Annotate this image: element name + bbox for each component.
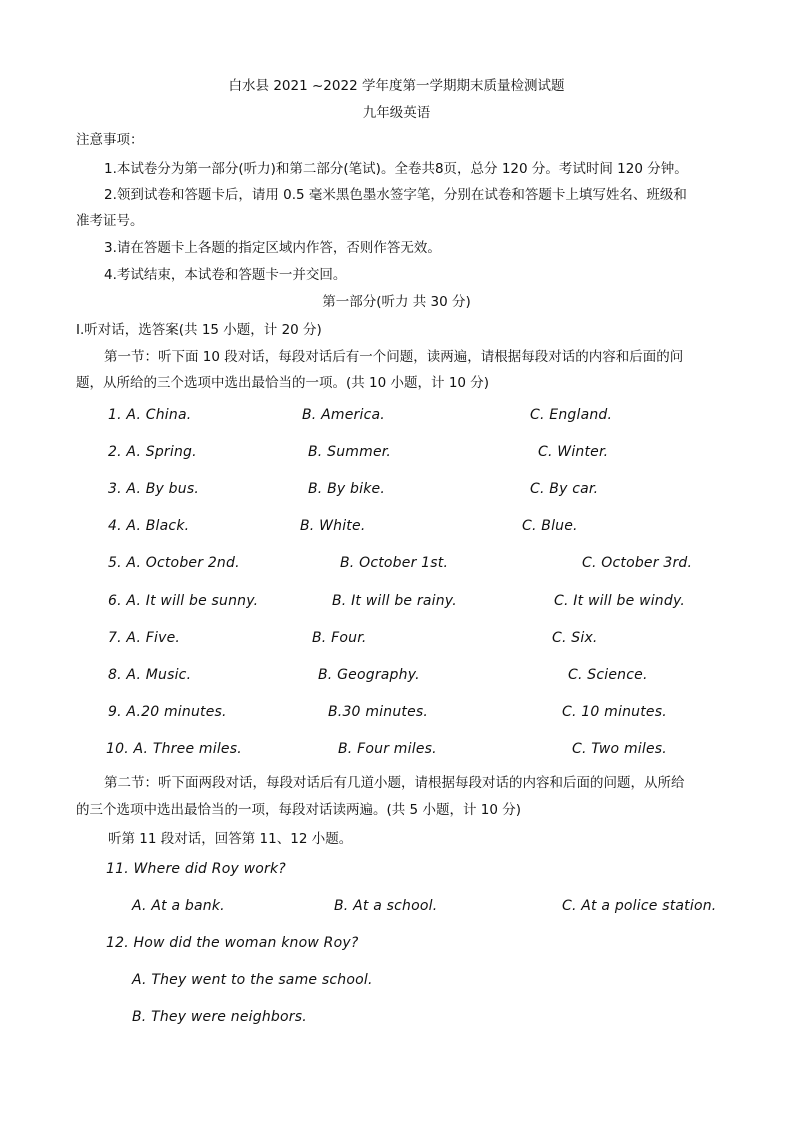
option-b: B. Four miles. — [338, 741, 437, 757]
option-a: 7. A. Five. — [108, 630, 181, 646]
option-b: B.30 minutes. — [328, 704, 429, 720]
section2-instruction: 第二节：听下面两段对话，每段对话后有几道小题，请根据每段对话的内容和后面的问题，从所给 — [104, 775, 685, 791]
question-row — [0, 553, 793, 573]
option-c: C. Winter. — [538, 444, 609, 460]
option-a: 8. A. Music. — [108, 667, 192, 683]
section1-instruction-cont: 题，从所给的三个选项中选出最恰当的一项。(共 10 小题，计 10 分) — [76, 375, 490, 391]
notice-item-3: 3.请在答题卡上各题的指定区域内作答，否则作答无效。 — [104, 240, 441, 256]
option-a: 1. A. China. — [108, 407, 192, 423]
section-i-heading: Ⅰ.听对话，选答案(共 15 小题，计 20 分) — [76, 322, 322, 338]
question-11: 11. Where did Roy work? — [106, 861, 286, 877]
option-c: C. By car. — [530, 481, 599, 497]
option-a: 9. A.20 minutes. — [108, 704, 227, 720]
question-row — [0, 442, 793, 462]
notice-item-2: 2.领到试卷和答题卡后，请用 0.5 毫米黑色墨水签字笔，分别在试卷和答题卡上填写姓名、班级和 — [104, 187, 687, 203]
option-a: 10. A. Three miles. — [106, 741, 242, 757]
option-b: B. October 1st. — [340, 555, 449, 571]
exam-title: 白水县 2021 ~2022 学年度第一学期期末质量检测试题 — [228, 78, 565, 94]
option-a: 5. A. October 2nd. — [108, 555, 240, 571]
part1-heading: 第一部分(听力 共 30 分) — [322, 294, 471, 310]
notice-item-1: 1.本试卷分为第一部分(听力)和第二部分(笔试)。全卷共8页，总分 120 分。考试时间 120 分钟。 — [104, 161, 688, 177]
question-row — [0, 479, 793, 499]
option-b: B. Four. — [312, 630, 367, 646]
question-12-option-b: B. They were neighbors. — [132, 1009, 307, 1025]
option-b: B. By bike. — [308, 481, 385, 497]
option-c: C. Science. — [568, 667, 648, 683]
question-row — [0, 516, 793, 536]
option-c: C. Six. — [552, 630, 598, 646]
option-a: 3. A. By bus. — [108, 481, 199, 497]
question-row — [0, 702, 793, 722]
option-c: C. Blue. — [522, 518, 578, 534]
option-b: B. White. — [300, 518, 366, 534]
option-a: A. At a bank. — [132, 898, 225, 914]
question-row — [0, 665, 793, 685]
question-row — [0, 591, 793, 611]
option-c: C. October 3rd. — [582, 555, 693, 571]
dialog-11-prompt: 听第 11 段对话，回答第 11、12 小题。 — [108, 831, 353, 847]
question-12-option-a: A. They went to the same school. — [132, 972, 373, 988]
exam-subtitle: 九年级英语 — [362, 105, 431, 121]
option-c: C. England. — [530, 407, 613, 423]
question-11-options — [0, 896, 793, 916]
option-b: B. At a school. — [334, 898, 438, 914]
option-c: C. At a police station. — [562, 898, 717, 914]
option-b: B. America. — [302, 407, 385, 423]
question-row — [0, 405, 793, 425]
notice-item-4: 4.考试结束，本试卷和答题卡一并交回。 — [104, 267, 347, 283]
question-row — [0, 739, 793, 759]
option-c: C. It will be windy. — [554, 593, 686, 609]
section1-instruction: 第一节：听下面 10 段对话，每段对话后有一个问题，读两遍，请根据每段对话的内容和后面的问 — [104, 349, 684, 365]
notice-heading: 注意事项： — [76, 132, 144, 148]
option-b: B. Geography. — [318, 667, 420, 683]
option-a: 2. A. Spring. — [108, 444, 197, 460]
question-row — [0, 628, 793, 648]
question-12: 12. How did the woman know Roy? — [106, 935, 359, 951]
option-a: 6. A. It will be sunny. — [108, 593, 259, 609]
option-b: B. It will be rainy. — [332, 593, 457, 609]
section2-instruction-cont: 的三个选项中选出最恰当的一项，每段对话读两遍。(共 5 小题，计 10 分) — [76, 802, 521, 818]
option-b: B. Summer. — [308, 444, 392, 460]
option-c: C. 10 minutes. — [562, 704, 667, 720]
notice-item-2-cont: 准考证号。 — [76, 213, 144, 229]
option-a: 4. A. Black. — [108, 518, 190, 534]
option-c: C. Two miles. — [572, 741, 667, 757]
